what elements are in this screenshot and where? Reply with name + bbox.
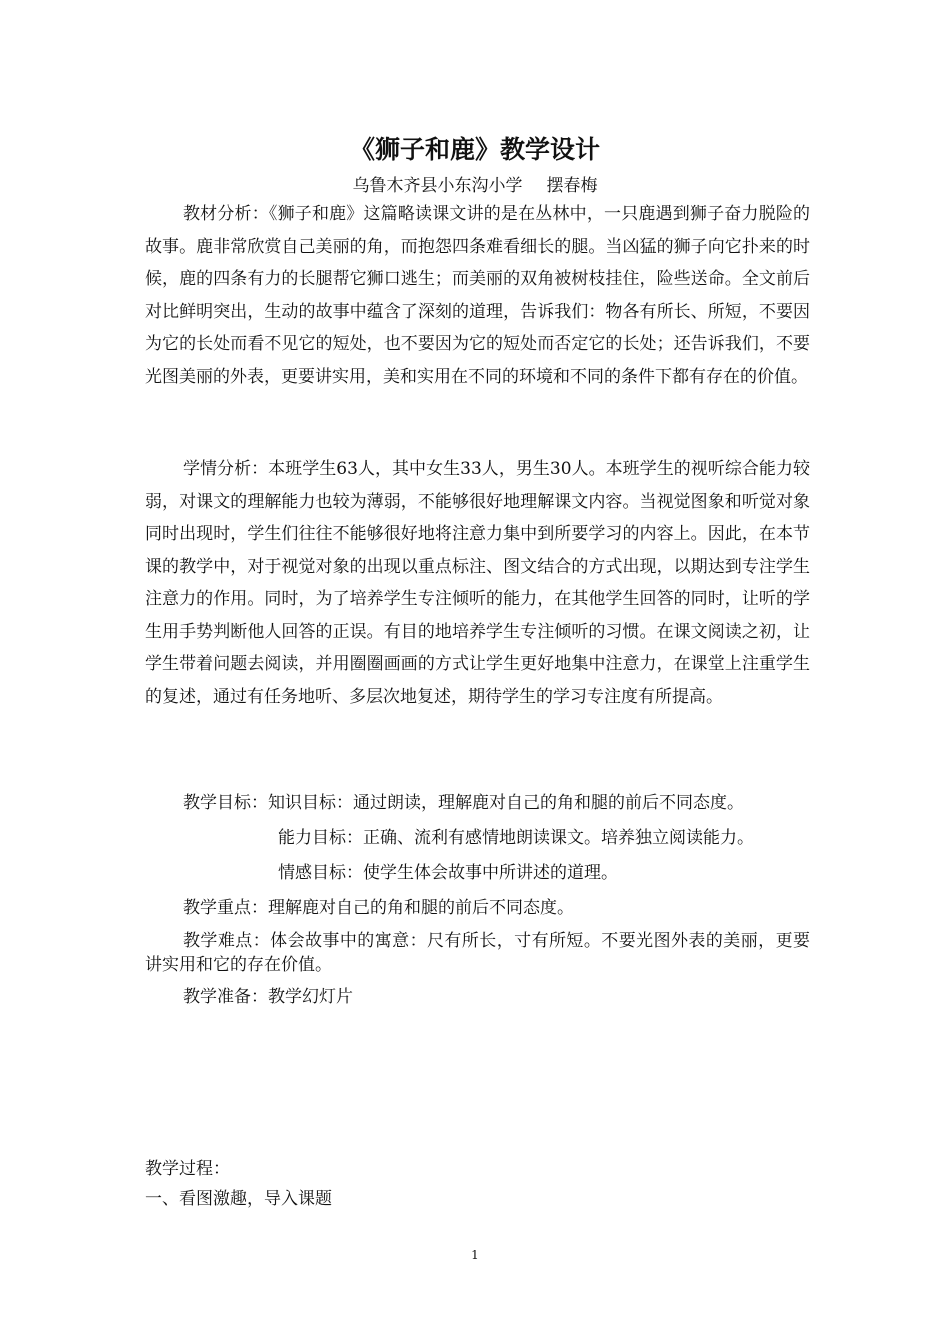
difficulty-paragraph: 教学难点：体会故事中的寓意：尺有所长，寸有所短。不要光图外表的美丽，更要讲实用和它的存在价值。 xyxy=(145,931,810,975)
student-analysis-paragraph: 学情分析：本班学生63人，其中女生33人，男生30人。本班学生的视听综合能力较弱，对课文的理解能力也较为薄弱，不能够很好地理解课文内容。当视觉图象和听觉对象同时出现时，学生们往往不能够很好地将注意力集中到所要学习的内容上。因此，在本节课的教学中，对于视觉对象的出现以重点标注、图文结合的方式出现，以期达到专注学生注意力的作用。同时，为了培养学生专注倾听的能力，在其他学生回答的同时，让听的学生用手势判断他人回答的正误。有目的地培养学生专注倾听的习惯。在课文阅读之初，让学生带着问题去阅读，并用圈圈画画的方式让学生更好地集中注意力，在课堂上注重学生的复述，通过有任务地听、多层次地复述，期待学生的学习专注度有所提高。 xyxy=(145,459,810,707)
author-name: 摆春梅 xyxy=(546,176,598,196)
author-school: 乌鲁木齐县小东沟小学 xyxy=(352,176,523,196)
knowledge-goal: 知识目标：通过朗读，理解鹿对自己的角和腿的前后不同态度。 xyxy=(268,793,744,813)
page-number: 1 xyxy=(471,1248,479,1262)
material-analysis-paragraph: 教材分析：《狮子和鹿》这篇略读课文讲的是在丛林中，一只鹿遇到狮子奋力脱险的故事。鹿非常欣赏自己美丽的角，而抱怨四条难看细长的腿。当凶猛的狮子向它扑来的时候，鹿的四条有力的长腿帮它狮口逃生；而美丽的双角被树枝挂住，险些送命。全文前后对比鲜明突出，生动的故事中蕴含了深刻的道理，告诉我们：物各有所长、所短，不要因为它的长处而看不见它的短处，也不要因为它的短处而否定它的长处；还告诉我们，不要光图美丽的外表，更要讲实用，美和实用在不同的环境和不同的条件下都有存在的价值。 xyxy=(145,204,810,387)
emotion-goal: 情感目标：使学生体会故事中所讲述的道理。 xyxy=(278,863,618,883)
teaching-goals-line xyxy=(183,791,744,815)
process-heading: 教学过程： xyxy=(145,1159,230,1179)
ability-goal: 能力目标：正确、流利有感情地朗读课文。培养独立阅读能力。 xyxy=(278,828,754,848)
step-one-heading: 一、看图激趣，导入课题 xyxy=(145,1189,332,1209)
document-title: 《狮子和鹿》教学设计 xyxy=(349,135,600,164)
author-line xyxy=(0,174,950,198)
preparation-line: 教学准备：教学幻灯片 xyxy=(183,987,353,1007)
key-point-line: 教学重点：理解鹿对自己的角和腿的前后不同态度。 xyxy=(183,898,574,918)
teaching-goals-label: 教学目标： xyxy=(183,793,268,813)
